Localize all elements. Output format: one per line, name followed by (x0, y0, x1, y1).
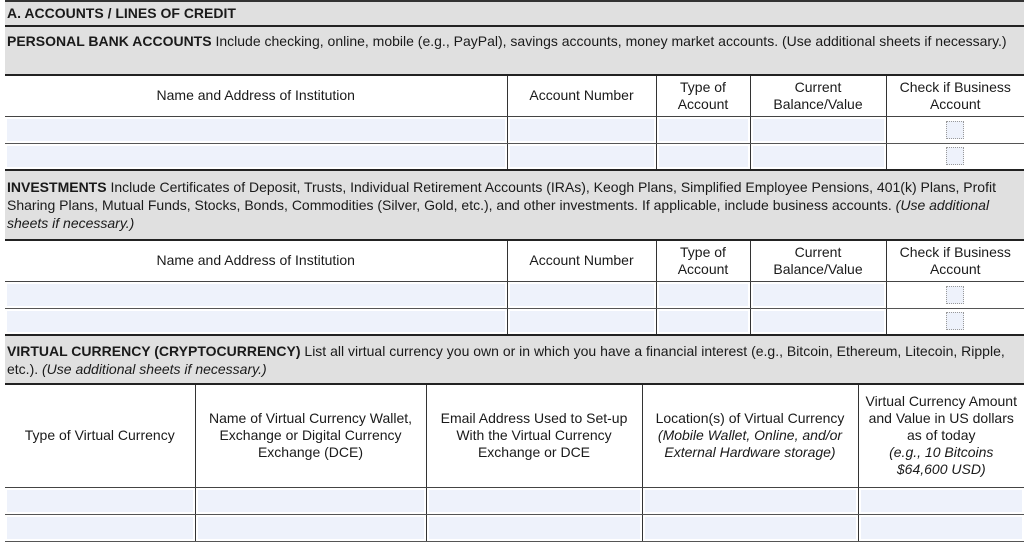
accounts-form (5, 0, 1024, 542)
balance-input[interactable] (753, 311, 884, 333)
col-business-account: Check if Business Account (886, 75, 1024, 116)
personal-bank-heading: PERSONAL BANK ACCOUNTS (7, 33, 212, 49)
account-number-input[interactable] (510, 119, 654, 141)
virtual-currency-intro (5, 336, 1024, 383)
investments-intro (5, 171, 1024, 239)
table-row (5, 281, 1024, 308)
vc-wallet-input[interactable] (198, 517, 424, 539)
virtual-currency-note: (Use additional sheets if necessary.) (42, 361, 267, 377)
col-business-account: Check if Business Account (886, 240, 1024, 281)
vc-location-label: Location(s) of Virtual Currency (655, 410, 845, 427)
investments-table (5, 239, 1024, 336)
col-vc-wallet: Name of Virtual Currency Wallet, Exchange or Digital Currency Exchange (DCE) (195, 384, 426, 487)
account-type-input[interactable] (659, 146, 748, 168)
vc-amount-label: Virtual Currency Amount and Value in US dollars as of today (865, 393, 1017, 444)
vc-amount-note: (e.g., 10 Bitcoins $64,600 USD) (889, 444, 994, 478)
balance-input[interactable] (753, 119, 884, 141)
col-type-of-account: Type of Account (656, 75, 750, 116)
personal-bank-table (5, 74, 1024, 171)
business-account-checkbox[interactable] (946, 286, 964, 304)
vc-type-input[interactable] (7, 517, 193, 539)
account-type-input[interactable] (659, 311, 748, 333)
col-current-balance: Current Balance/Value (750, 240, 886, 281)
balance-input[interactable] (753, 146, 884, 168)
investments-description: Include Certificates of Deposit, Trusts, Individual Retirement Accounts (IRAs), Keogh Plans, Simplified Employee Pensions, 401(k) Plans, Profit Sharing Plans, Mutual Funds, Stocks, Bonds, Commodities (Silver, Gold, etc.), and other investments. If applicable, include business accounts. (7, 179, 996, 213)
table-row (5, 143, 1024, 170)
name-address-input[interactable] (7, 119, 505, 141)
col-name-address: Name and Address of Institution (5, 75, 507, 116)
virtual-currency-heading: VIRTUAL CURRENCY (CRYPTOCURRENCY) (7, 343, 301, 359)
account-type-input[interactable] (659, 119, 748, 141)
table-row (5, 514, 1024, 541)
col-account-number: Account Number (507, 75, 656, 116)
business-account-checkbox[interactable] (946, 121, 964, 139)
vc-amount-input[interactable] (861, 490, 1023, 512)
vc-location-input[interactable] (645, 517, 856, 539)
table-row (5, 487, 1024, 514)
vc-location-input[interactable] (645, 490, 856, 512)
col-vc-amount (858, 384, 1024, 487)
vc-location-note: (Mobile Wallet, Online, and/or External Hardware storage) (657, 427, 843, 461)
business-account-checkbox[interactable] (946, 147, 964, 165)
name-address-input[interactable] (7, 146, 505, 168)
investments-heading: INVESTMENTS (7, 179, 107, 195)
col-name-address: Name and Address of Institution (5, 240, 507, 281)
col-vc-email: Email Address Used to Set-up With the Virtual Currency Exchange or DCE (426, 384, 642, 487)
balance-input[interactable] (753, 284, 884, 306)
account-number-input[interactable] (510, 284, 654, 306)
name-address-input[interactable] (7, 284, 505, 306)
virtual-currency-table (5, 383, 1024, 542)
account-type-input[interactable] (659, 284, 748, 306)
vc-email-input[interactable] (429, 490, 640, 512)
virtual-currency-description: List all virtual currency you own or in which you have a financial interest (e.g., Bitcoin, Ethereum, Litecoin, Ripple, etc.). (7, 343, 1005, 377)
col-vc-type: Type of Virtual Currency (5, 384, 195, 487)
col-current-balance: Current Balance/Value (750, 75, 886, 116)
col-type-of-account: Type of Account (656, 240, 750, 281)
name-address-input[interactable] (7, 311, 505, 333)
vc-type-input[interactable] (7, 490, 193, 512)
vc-wallet-input[interactable] (198, 490, 424, 512)
col-vc-location (642, 384, 858, 487)
col-account-number: Account Number (507, 240, 656, 281)
personal-bank-description: Include checking, online, mobile (e.g., PayPal), savings accounts, money market accounts. (Use additional sheets if necessary.) (211, 33, 1007, 49)
vc-amount-input[interactable] (861, 517, 1023, 539)
table-row (5, 308, 1024, 335)
account-number-input[interactable] (510, 311, 654, 333)
business-account-checkbox[interactable] (946, 312, 964, 330)
investments-note: (Use additional sheets if necessary.) (7, 197, 990, 231)
vc-email-input[interactable] (429, 517, 640, 539)
section-title: A. ACCOUNTS / LINES OF CREDIT (5, 0, 1024, 27)
account-number-input[interactable] (510, 146, 654, 168)
table-row (5, 116, 1024, 143)
personal-bank-intro (5, 27, 1024, 74)
